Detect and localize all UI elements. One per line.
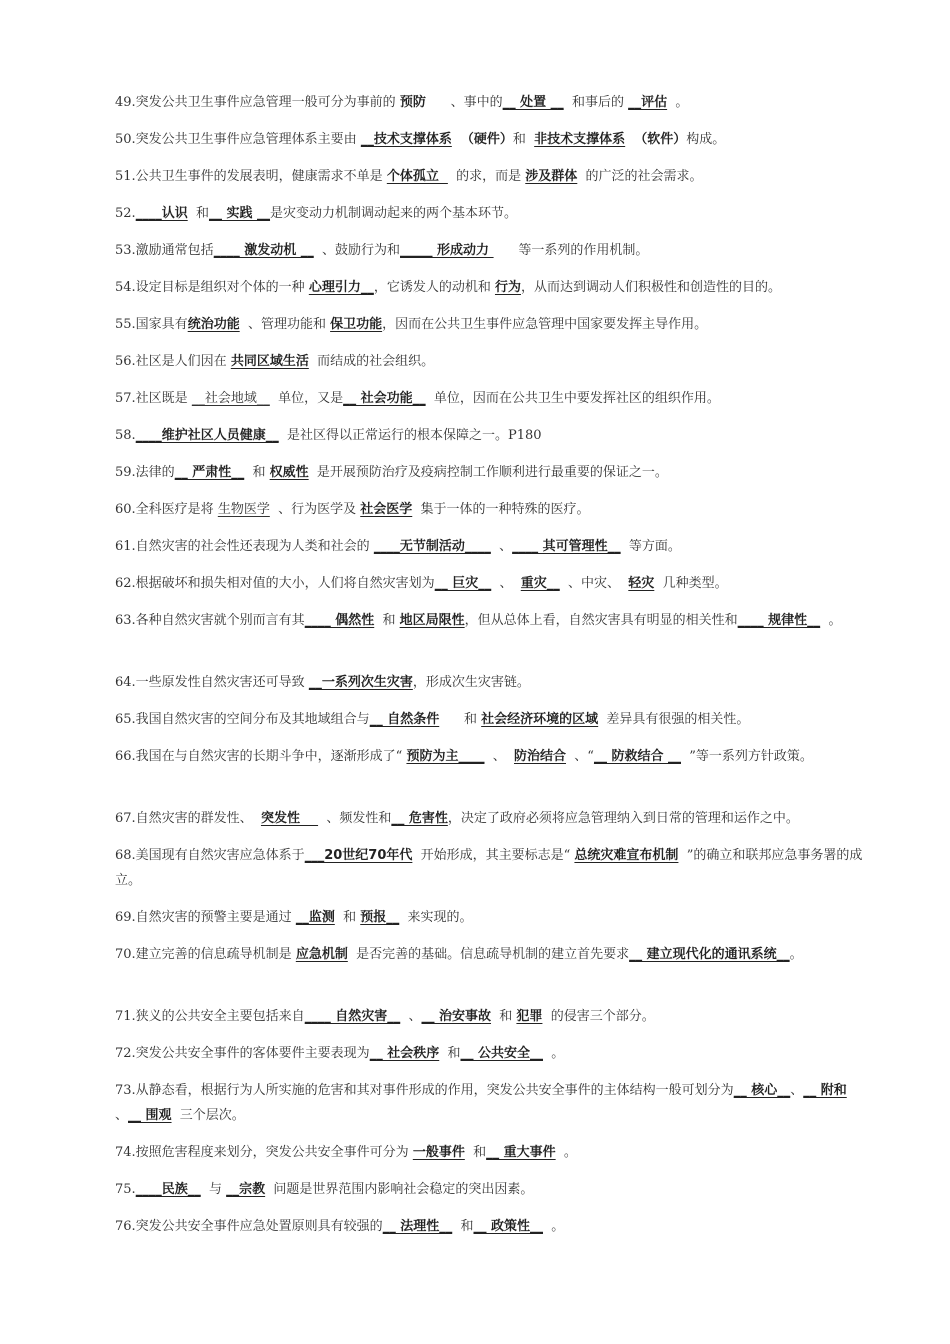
- question-text: 。: [667, 95, 689, 110]
- question-text: 、: [491, 576, 521, 591]
- question-item: [115, 670, 865, 695]
- question-item: [115, 497, 865, 522]
- question-text: ”的确立和联邦应急事务署的成立。: [115, 848, 863, 888]
- answer-blank: 预防为主____: [406, 749, 485, 764]
- answer-blank: __ 社会秩序: [369, 1046, 440, 1061]
- answer-blank: __ 围观: [128, 1108, 172, 1123]
- answer-blank: 地区局限性: [399, 613, 465, 628]
- question-text: 56.社区是人们因在: [115, 354, 231, 369]
- answer-blank: __社会地域__: [191, 391, 270, 406]
- question-text: 54.设定目标是组织对个体的一种: [115, 280, 309, 295]
- question-text: 差异具有很强的相关性。: [598, 712, 750, 727]
- question-text: 68.美国现有自然灾害应急体系于: [115, 848, 305, 863]
- answer-blank: __ 实践 __: [208, 206, 271, 221]
- question-item: [115, 571, 865, 596]
- question-text: 问题是世界范围内影响社会稳定的突出因素。: [265, 1182, 534, 1197]
- answer-blank: 社会经济环境的区域: [481, 712, 599, 727]
- answer-blank: __ 法理性__: [382, 1219, 453, 1234]
- question-text: 集于一体的一种特殊的医疗。: [412, 502, 590, 517]
- answer-blank: ____无节制活动____: [373, 539, 491, 554]
- question-text: 66.我国在与自然灾害的长期斗争中，逐渐形成了“: [115, 749, 407, 764]
- answer-blank: __ 巨灾__: [434, 576, 492, 591]
- question-text: 三个层次。: [171, 1108, 245, 1123]
- question-text: 。: [820, 613, 842, 628]
- answer-blank: 重灾__: [520, 576, 560, 591]
- question-text: 、管理功能和: [239, 317, 331, 332]
- question-text: 49.突发公共卫生事件应急管理一般可分为事前的: [115, 95, 400, 110]
- question-text: 等方面。: [620, 539, 681, 554]
- question-text: 61.自然灾害的社会性还表现为人类和社会的: [115, 539, 374, 554]
- question-text: 、: [790, 1083, 804, 1098]
- answer-blank: 个体孤立: [386, 169, 448, 184]
- answer-blank: 统治功能: [187, 317, 240, 332]
- question-text: 55.国家具有: [115, 317, 188, 332]
- question-text: 70.建立完善的信息疏导机制是: [115, 947, 296, 962]
- answer-blank: ___20世纪70年代: [304, 848, 413, 863]
- question-item: [115, 942, 865, 967]
- answer-blank: ____维护社区人员健康__: [135, 428, 279, 443]
- question-text: ，但从总体上看，自然灾害具有明显的相关性和: [464, 613, 738, 628]
- question-text: 是社区得以正常运行的根本保障之一。P180: [278, 428, 542, 443]
- answer-blank: __ 重大事件: [486, 1145, 556, 1160]
- question-text: 的侵害三个部分。: [542, 1009, 655, 1024]
- question-text: ”等一系列方针政策。: [681, 749, 813, 764]
- question-text: 、: [484, 749, 514, 764]
- question-text: 、事中的: [425, 95, 503, 110]
- question-item: [115, 423, 865, 448]
- question-text: 67.自然灾害的群发性、: [115, 811, 261, 826]
- answer-blank: 预防: [399, 95, 426, 110]
- answer-blank: 共同区域生活: [230, 354, 309, 369]
- question-item: [115, 201, 865, 226]
- answer-blank: __ 核心__: [733, 1083, 791, 1098]
- question-item: [115, 1078, 865, 1128]
- answer-blank: __ 处置 __: [502, 95, 564, 110]
- answer-blank: ____认识: [135, 206, 188, 221]
- answer-blank: 轻灾: [628, 576, 655, 591]
- answer-blank: 一般事件: [412, 1145, 465, 1160]
- question-text: 和: [439, 712, 482, 727]
- question-text: 、: [115, 1083, 856, 1123]
- question-text: 63.各种自然灾害就个别而言有其: [115, 613, 305, 628]
- answer-blank: 行为: [494, 280, 521, 295]
- question-text: 和: [187, 206, 209, 221]
- answer-blank: （软件）: [625, 132, 687, 147]
- question-text: 65.我国自然灾害的空间分布及其地域组合与: [115, 712, 370, 727]
- answer-blank: __ 建立现代化的通讯系统__: [629, 947, 790, 962]
- question-text: 和: [512, 132, 535, 147]
- question-text: ，决定了政府必须将应急管理纳入到日常的管理和运作之中。: [447, 811, 799, 826]
- question-text: 76.突发公共安全事件应急处置原则具有较强的: [115, 1219, 383, 1234]
- question-text: 来实现的。: [399, 910, 473, 925]
- question-item: [115, 1004, 865, 1029]
- question-item: [115, 806, 865, 831]
- answer-blank: __ 政策性__: [473, 1219, 544, 1234]
- question-item: [115, 312, 865, 337]
- question-text: 开始形成，其主要标志是“: [412, 848, 575, 863]
- question-text: 。: [789, 947, 803, 962]
- question-text: 和: [244, 465, 270, 480]
- question-item: [115, 460, 865, 485]
- answer-blank: 防治结合: [514, 749, 567, 764]
- answer-blank: __ 严肃性__: [174, 465, 245, 480]
- question-item: [115, 1041, 865, 1066]
- question-text: 71.狭义的公共安全主要包括来自: [115, 1009, 305, 1024]
- question-text: ，形成次生灾害链。: [412, 675, 530, 690]
- answer-blank: _____ 形成动力: [400, 243, 494, 258]
- question-text: ，它诱发人的动机和: [373, 280, 495, 295]
- answer-blank: __评估: [628, 95, 668, 110]
- question-text: 53.激励通常包括: [115, 243, 214, 258]
- question-text: 59.法律的: [115, 465, 175, 480]
- question-item: [115, 707, 865, 732]
- answer-blank: 预报__: [360, 910, 400, 925]
- question-text: 和: [334, 910, 361, 925]
- question-text: 是开展预防治疗及疫病控制工作顺利进行最重要的保证之一。: [308, 465, 668, 480]
- answer-blank: __ 社会功能__: [343, 391, 426, 406]
- question-item: [115, 90, 865, 115]
- answer-blank: 保卫功能: [330, 317, 383, 332]
- answer-blank: ____民族__: [135, 1182, 201, 1197]
- answer-blank: __宗教: [226, 1182, 266, 1197]
- question-text: 、: [490, 539, 513, 554]
- question-item: [115, 534, 865, 559]
- question-text: 构成。: [686, 132, 726, 147]
- question-text: 、鼓励行为和: [313, 243, 401, 258]
- answer-blank: __ 治安事故: [421, 1009, 492, 1024]
- answer-blank: __监测: [295, 910, 335, 925]
- question-item: [115, 608, 865, 633]
- question-text: 57.社区既是: [115, 391, 192, 406]
- answer-blank: __技术支撑体系: [360, 132, 452, 147]
- question-text: 和: [452, 1219, 474, 1234]
- answer-blank: 权威性: [269, 465, 309, 480]
- question-text: 50.突发公共卫生事件应急管理体系主要由: [115, 132, 361, 147]
- question-text: 和: [491, 1009, 517, 1024]
- question-text: 几种类型。: [654, 576, 728, 591]
- question-text: 、行为医学及: [269, 502, 361, 517]
- question-text: 和: [439, 1046, 461, 1061]
- question-text: 69.自然灾害的预警主要是通过: [115, 910, 296, 925]
- question-text: 是否完善的基础。信息疏导机制的建立首先要求: [347, 947, 630, 962]
- question-text: 。: [543, 1046, 565, 1061]
- question-item: [115, 275, 865, 300]
- question-text: 。: [555, 1145, 577, 1160]
- question-text: 和事后的: [563, 95, 629, 110]
- question-text: 的求，而是: [447, 169, 526, 184]
- question-item: [115, 238, 865, 263]
- question-text: ，从而达到调动人们积极性和创造性的目的。: [520, 280, 781, 295]
- question-text: 62.根据破坏和损失相对值的大小，人们将自然灾害划为: [115, 576, 435, 591]
- question-text: ，因而在公共卫生事件应急管理中国家要发挥主导作用。: [382, 317, 708, 332]
- answer-blank: 生物医学: [217, 502, 270, 517]
- question-item: [115, 127, 865, 152]
- question-item: [115, 744, 865, 769]
- answer-blank: 非技术支撑体系: [534, 132, 626, 147]
- answer-blank: 总统灾难宣布机制: [574, 848, 679, 863]
- question-text: 、频发性和: [318, 811, 392, 826]
- question-text: 73.从静态看，根据行为人所实施的危害和其对事件形成的作用，突发公共安全事件的主体结构一般可划分为: [115, 1083, 734, 1098]
- answer-blank: __ 防救结合 __: [593, 749, 681, 764]
- question-item: [115, 1140, 865, 1165]
- question-text: 。: [543, 1219, 565, 1234]
- question-text: 、“: [566, 749, 594, 764]
- question-text: 单位，又是: [269, 391, 344, 406]
- question-text: 75.: [115, 1182, 136, 1197]
- question-text: 72.突发公共安全事件的客体要件主要表现为: [115, 1046, 370, 1061]
- answer-blank: ____ 规律性__: [737, 613, 821, 628]
- answer-blank: ____ 其可管理性__: [512, 539, 621, 554]
- question-text: 60.全科医疗是将: [115, 502, 218, 517]
- question-text: 74.按照危害程度来划分，突发公共安全事件可分为: [115, 1145, 413, 1160]
- question-text: 58.: [115, 428, 136, 443]
- question-item: [115, 349, 865, 374]
- question-item: [115, 905, 865, 930]
- question-text: 的广泛的社会需求。: [577, 169, 703, 184]
- question-item: [115, 1177, 865, 1202]
- question-text: 等一系列的作用机制。: [493, 243, 649, 258]
- answer-blank: 犯罪: [516, 1009, 543, 1024]
- question-text: 、中灾、: [559, 576, 629, 591]
- answer-blank: 社会医学: [360, 502, 413, 517]
- question-item: [115, 1214, 865, 1239]
- answer-blank: __ 公共安全__: [460, 1046, 544, 1061]
- question-text: 52.: [115, 206, 136, 221]
- answer-blank: 突发性: [260, 811, 319, 826]
- question-item: [115, 843, 865, 893]
- answer-blank: 应急机制: [295, 947, 348, 962]
- question-text: 而结成的社会组织。: [308, 354, 435, 369]
- answer-blank: __ 自然条件: [369, 712, 440, 727]
- answer-blank: ____ 偶然性: [304, 613, 375, 628]
- question-text: 单位，因而在公共卫生中要发挥社区的组织作用。: [425, 391, 720, 406]
- answer-blank: __ 附和: [803, 1083, 847, 1098]
- question-text: 和: [464, 1145, 487, 1160]
- answer-blank: __ 危害性: [391, 811, 448, 826]
- question-item: [115, 386, 865, 411]
- question-text: 是灾变动力机制调动起来的两个基本环节。: [270, 206, 518, 221]
- question-text: 与: [200, 1182, 227, 1197]
- answer-blank: ____ 激发动机 __: [213, 243, 314, 258]
- answer-blank: ____ 自然灾害__: [304, 1009, 401, 1024]
- answer-blank: （硬件）: [451, 132, 513, 147]
- question-text: 64.一些原发性自然灾害还可导致: [115, 675, 309, 690]
- answer-blank: 涉及群体: [525, 169, 578, 184]
- question-text: 、: [400, 1009, 422, 1024]
- answer-blank: __一系列次生灾害: [308, 675, 413, 690]
- question-item: [115, 164, 865, 189]
- question-text: 51.公共卫生事件的发展表明，健康需求不单是: [115, 169, 387, 184]
- question-text: 和: [374, 613, 400, 628]
- answer-blank: 心理引力__: [308, 280, 374, 295]
